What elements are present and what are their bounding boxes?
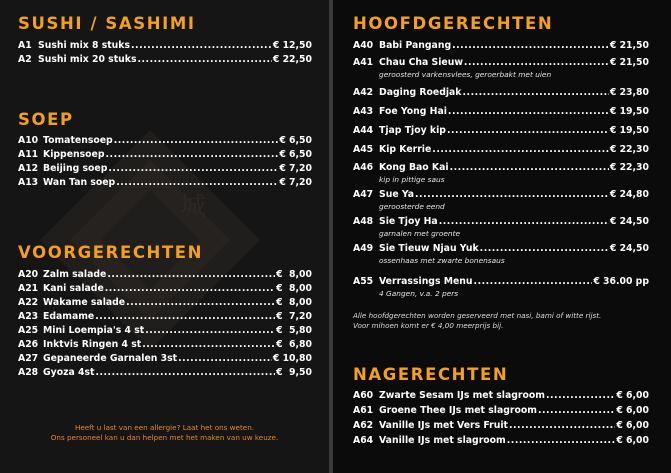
- menu-item: [18, 134, 312, 148]
- item-name: Zalm salade: [43, 269, 107, 280]
- menu-item: [18, 268, 312, 282]
- menu-item: [18, 148, 312, 162]
- item-price: € 22,50: [272, 54, 312, 65]
- menu-item: [353, 105, 649, 124]
- item-price: € 36.00 pp: [593, 276, 649, 287]
- svg-text:城: 城: [180, 192, 207, 222]
- section-title-soep: SOEP: [18, 110, 74, 129]
- leader-dots: [106, 148, 279, 162]
- menu-item: [353, 403, 649, 418]
- item-price: € 22,30: [609, 144, 649, 155]
- item-name: Foe Yong Hai: [379, 106, 447, 117]
- item-name: Gyoza 4st: [43, 367, 95, 378]
- leader-dots: [95, 310, 275, 324]
- item-price: € 8,00: [276, 283, 312, 294]
- menu-item: [18, 53, 312, 67]
- item-name: Sushi mix 20 stuks: [38, 54, 137, 65]
- item-price: € 6,00: [616, 420, 649, 431]
- item-name: Sie Tjoy Ha: [379, 216, 438, 227]
- leader-dots: [105, 282, 275, 296]
- leader-dots: [463, 86, 609, 100]
- menu-item: [353, 39, 649, 56]
- item-price: € 6,00: [616, 435, 649, 446]
- voorgerechten-list: [18, 268, 312, 380]
- item-name: Inktvis Ringen 4 st: [43, 339, 142, 350]
- hoofdgerechten-list: [353, 39, 649, 303]
- item-price: € 7,20: [279, 177, 312, 188]
- leader-dots: [480, 242, 609, 256]
- item-code: A28: [18, 367, 39, 378]
- item-price: € 9,50: [276, 367, 312, 378]
- leader-dots: [546, 388, 615, 403]
- item-name: Verrassings Menu: [379, 276, 473, 287]
- item-code: A11: [18, 149, 39, 160]
- item-name: Kong Bao Kai: [379, 162, 449, 173]
- item-name: Sie Tieuw Njau Yuk: [379, 243, 479, 254]
- allergy-notice-line-1: Heeft u last van een allergie? Laat het ons weten.: [74, 423, 255, 432]
- item-price: € 22,30: [609, 162, 649, 173]
- item-code: A44: [353, 125, 374, 136]
- leader-dots: [538, 403, 615, 418]
- item-code: A1: [18, 40, 32, 51]
- item-code: A61: [353, 405, 374, 416]
- menu-item: [18, 176, 312, 190]
- menu-item: [353, 242, 649, 275]
- item-name: Vanille IJs met slagroom: [379, 435, 506, 446]
- menu-item: [18, 282, 312, 296]
- leader-dots: [464, 56, 609, 70]
- menu-item: [353, 418, 649, 433]
- item-name: Babi Pangang: [379, 40, 452, 51]
- leader-dots: [107, 268, 275, 282]
- item-description: garnalen met groente: [379, 229, 461, 238]
- leader-dots: [450, 161, 609, 175]
- section-title-nagerechten: NAGERECHTEN: [353, 365, 509, 384]
- item-price: € 8,00: [276, 269, 312, 280]
- item-name: Sushi mix 8 stuks: [38, 40, 131, 51]
- item-price: € 6,50: [279, 135, 312, 146]
- item-price: € 21,50: [609, 40, 649, 51]
- menu-item: [18, 310, 312, 324]
- section-title-voorgerechten: VOORGERECHTEN: [18, 243, 204, 262]
- item-name: Beijing soep: [43, 163, 108, 174]
- leader-dots: [145, 324, 275, 338]
- leader-dots: [447, 124, 609, 138]
- menu-item: [18, 39, 312, 53]
- item-price: € 19,50: [609, 125, 649, 136]
- menu-item: [18, 338, 312, 352]
- item-code: A20: [18, 269, 39, 280]
- leader-dots: [114, 134, 279, 148]
- item-code: A48: [353, 216, 374, 227]
- menu-item: [353, 86, 649, 105]
- item-name: Vanille IJs met Vers Fruit: [379, 420, 508, 431]
- leader-dots: [126, 296, 275, 310]
- item-price: € 21,50: [609, 57, 649, 68]
- sushi-list: [18, 39, 312, 67]
- menu-item: [18, 366, 312, 380]
- menu-item: [353, 161, 649, 188]
- item-name: Wakame salade: [43, 297, 126, 308]
- leader-dots: [95, 366, 275, 380]
- menu-item: [353, 143, 649, 161]
- section-title-sushi: SUSHI / SASHIMI: [18, 14, 196, 33]
- item-code: A27: [18, 353, 39, 364]
- item-name: Daging Roedjak: [379, 87, 462, 98]
- item-price: € 6,00: [616, 390, 649, 401]
- item-code: A49: [353, 243, 374, 254]
- item-name: Tomatensoep: [43, 135, 113, 146]
- item-price: € 6,50: [279, 149, 312, 160]
- item-description: geroosterd varkensvlees, geroerbakt met uien: [379, 70, 552, 79]
- item-code: A46: [353, 162, 374, 173]
- item-code: A10: [18, 135, 39, 146]
- menu-item: [18, 324, 312, 338]
- leader-dots: [509, 418, 615, 433]
- leader-dots: [116, 176, 278, 190]
- item-price: € 5,80: [276, 325, 312, 336]
- item-code: A13: [18, 177, 39, 188]
- item-price: € 24,80: [609, 189, 649, 200]
- menu-item: [353, 275, 649, 303]
- leader-dots: [108, 162, 278, 176]
- leader-dots: [178, 352, 272, 366]
- leader-dots: [131, 39, 272, 53]
- item-price: € 12,50: [272, 40, 312, 51]
- item-price: € 6,80: [276, 339, 312, 350]
- item-code: A12: [18, 163, 39, 174]
- leader-dots: [474, 275, 593, 289]
- item-code: A62: [353, 420, 374, 431]
- nagerechten-list: [353, 388, 649, 448]
- menu-item: [353, 56, 649, 86]
- item-name: Kani salade: [43, 283, 104, 294]
- menu-item: [353, 215, 649, 242]
- item-price: € 7,20: [279, 163, 312, 174]
- menu-item: [353, 433, 649, 448]
- leader-dots: [439, 215, 609, 229]
- item-code: A22: [18, 297, 39, 308]
- hoofdgerechten-note-line-2: Voor mihoen komt er € 4,00 meerprijs bij.: [353, 321, 504, 330]
- hoofdgerechten-note-line-1: Alle hoofdgerechten worden geserveerd met nasi, bami of witte rijst.: [353, 311, 602, 320]
- item-price: € 24,50: [609, 216, 649, 227]
- item-description: ossenhaas met zwarte bonensaus: [379, 256, 505, 265]
- item-name: Gepaneerde Garnalen 3st: [43, 353, 178, 364]
- item-code: A41: [353, 57, 374, 68]
- item-price: € 10,80: [272, 353, 312, 364]
- menu-item: [353, 388, 649, 403]
- item-code: A60: [353, 390, 374, 401]
- item-code: A42: [353, 87, 374, 98]
- item-description: kip in pittige saus: [379, 175, 445, 184]
- item-price: € 8,00: [276, 297, 312, 308]
- item-name: Kip Kerrie: [379, 144, 432, 155]
- soep-list: [18, 134, 312, 190]
- item-description: 4 Gangen, v.a. 2 pers: [379, 289, 459, 298]
- item-name: Chau Cha Sieuw: [379, 57, 463, 68]
- item-code: A2: [18, 54, 32, 65]
- item-code: A45: [353, 144, 374, 155]
- leader-dots: [432, 143, 609, 157]
- menu-item: [18, 162, 312, 176]
- item-name: Kippensoep: [43, 149, 105, 160]
- item-price: € 19,50: [609, 106, 649, 117]
- menu-item: [353, 188, 649, 215]
- left-menu-panel: [0, 0, 329, 473]
- allergy-notice-line-2: Ons personeel kan u dan helpen met het maken van uw keuze.: [50, 433, 279, 442]
- item-price: € 23,80: [609, 87, 649, 98]
- leader-dots: [142, 338, 275, 352]
- leader-dots: [507, 433, 616, 448]
- menu-item: [353, 124, 649, 143]
- item-price: € 6,00: [616, 405, 649, 416]
- leader-dots: [415, 188, 609, 202]
- item-name: Groene Thee IJs met slagroom: [379, 405, 537, 416]
- item-code: A43: [353, 106, 374, 117]
- item-code: A55: [353, 276, 374, 287]
- item-code: A25: [18, 325, 39, 336]
- item-name: Zwarte Sesam IJs met slagroom: [379, 390, 545, 401]
- item-name: Edamame: [43, 311, 95, 322]
- section-title-hoofdgerechten: HOOFDGERECHTEN: [353, 14, 554, 33]
- item-price: € 7,20: [276, 311, 312, 322]
- right-menu-panel: [333, 0, 671, 473]
- item-code: A64: [353, 435, 374, 446]
- leader-dots: [137, 53, 271, 67]
- item-code: A21: [18, 283, 39, 294]
- menu-item: [18, 352, 312, 366]
- item-name: Mini Loempia's 4 st: [43, 325, 145, 336]
- menu-item: [18, 296, 312, 310]
- item-code: A40: [353, 40, 374, 51]
- leader-dots: [452, 39, 609, 53]
- item-description: geroosterde eend: [379, 202, 445, 211]
- leader-dots: [448, 105, 609, 119]
- item-name: Tjap Tjoy kip: [379, 125, 446, 136]
- item-name: Sue Ya: [379, 189, 415, 200]
- item-code: A23: [18, 311, 39, 322]
- item-code: A26: [18, 339, 39, 350]
- item-name: Wan Tan soep: [43, 177, 116, 188]
- item-price: € 24,50: [609, 243, 649, 254]
- item-code: A47: [353, 189, 374, 200]
